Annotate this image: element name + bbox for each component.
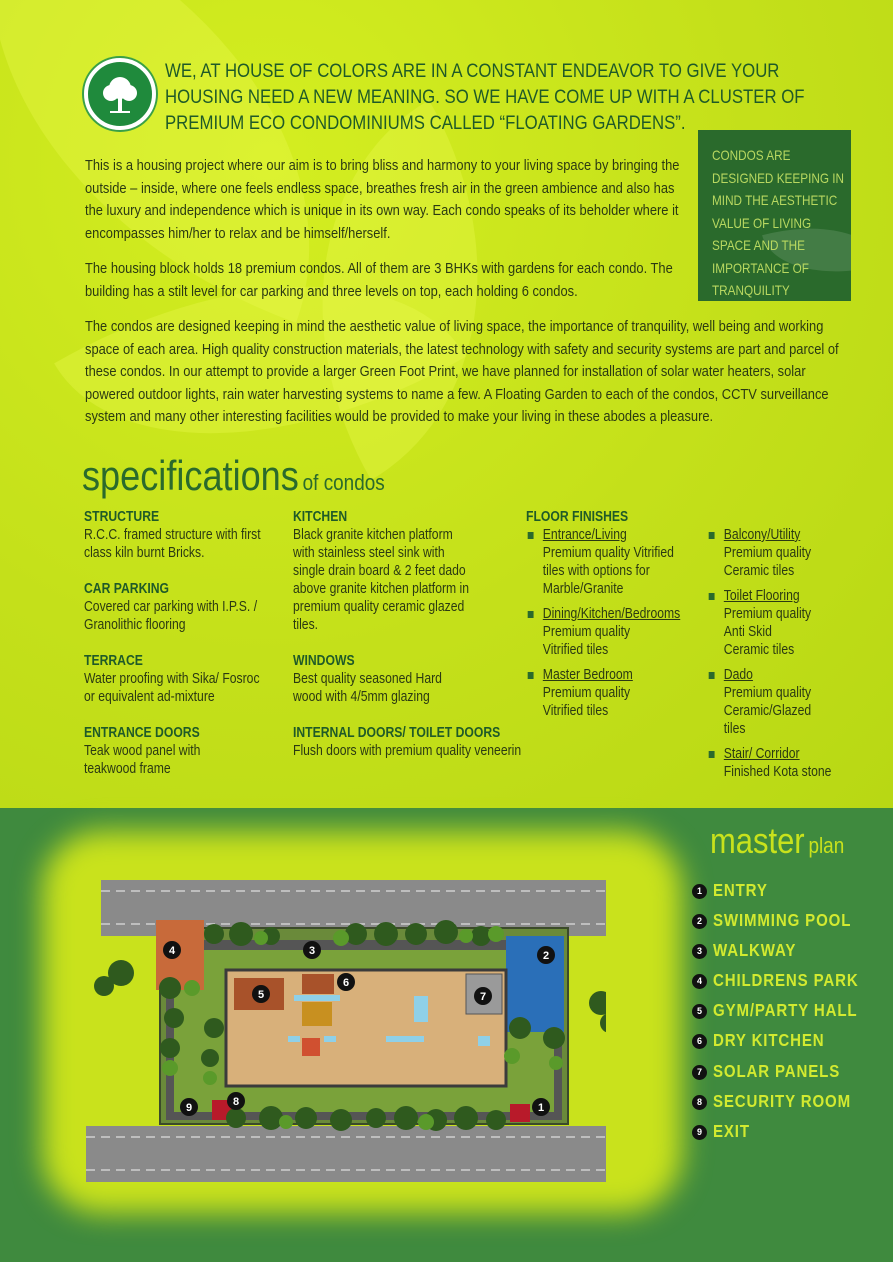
bullet-square-icon [709,593,715,600]
bullet-square-icon [709,532,715,539]
spec-car-parking [84,580,273,634]
legend-number: 2 [692,914,707,929]
spec-text: Best quality seasoned Hard wood with 4/5mm glazing [293,671,442,705]
spec-text: Teak wood panel with teakwood frame [84,743,201,777]
spec-floor-finishes-col-2 [707,526,871,788]
intro-paragraph-3: The condos are designed keeping in mind the aesthetic value of living space, the importance of tranquility, well being and working space of each area. High quality construction materials, the latest technology with safety and security systems are part and parcel of these condos. In our attempt to provide a larger Green Foot Print, we have planned for installation of solar water heaters, solar powered outdoor lights, rain water harvesting systems to name a few. A Floating Garden to each of the condos, CCTV surveillance system and many other interesting facilities would be provided to make your living in these abodes a pleasure. [85,318,839,425]
legend-label: WALKWAY [713,940,797,961]
svg-text:8: 8 [232,1096,240,1108]
legend-label: ENTRY [713,880,768,900]
floor-finish-title: Balcony/Utility [723,527,801,543]
callout-box [698,130,851,301]
legend-number: 1 [692,884,707,899]
spec-kitchen [293,508,474,634]
headline: WE, AT HOUSE OF COLORS ARE IN A CONSTANT ENDEAVOR TO GIVE YOUR HOUSING NEED A NEW MEANING. SO WE HAVE COME UP WITH A CLUSTER OF PREMIUM ECO CONDOMINIUMS CALLED “FLOATING GARDENS”. [165,60,805,134]
spec-heading: INTERNAL DOORS/ TOILET DOORS [293,725,501,741]
legend-number: 5 [692,1004,707,1019]
spec-terrace [84,652,273,706]
legend-label: GYM/PARTY HALL [713,1000,858,1021]
spec-heading: FLOOR FINISHES [526,509,629,525]
floor-finish-text: Finished Kota stone [723,764,832,780]
floor-finish-text: Premium quality Ceramic tiles [723,545,812,579]
floor-finish-item [707,666,871,738]
floor-finish-title: Toilet Flooring [723,588,800,604]
floor-finish-title: Master Bedroom [542,667,633,683]
floor-finish-title: Dining/Kitchen/Bedrooms [542,606,681,622]
spec-text: Flush doors with premium quality veneerin [293,743,522,759]
callout-text: CONDOS ARE DESIGNED KEEPING IN MIND THE AESTHETIC VALUE OF LIVING SPACE AND THE IMPORTANCE OF TRANQUILITY [712,147,845,298]
master-plan-title [710,820,844,862]
swimming-pool [506,936,564,1032]
svg-text:5: 5 [257,989,265,1001]
floor-finish-item [526,526,698,598]
floor-finish-item [526,605,698,659]
floor-finish-text: Premium quality Ceramic/Glazed tiles [723,685,812,737]
floor-finish-text: Premium quality Vitrified tiles [542,685,631,719]
bullet-square-icon [709,672,715,679]
legend-label: EXIT [713,1120,750,1141]
dry-kitchen [302,974,334,994]
legend-label: SWIMMING POOL [713,910,852,931]
floor-finish-text: Premium quality Anti Skid Ceramic tiles [723,606,812,658]
floor-finish-item [707,526,871,580]
floor-finish-item [526,666,698,720]
specifications-title [82,452,385,500]
bullet-square-icon [528,532,534,539]
master-plan-title-big: master [710,820,805,861]
legend-label: SOLAR PANELS [713,1060,841,1081]
spec-heading: TERRACE [84,653,143,669]
spec-heading: ENTRANCE DOORS [84,725,200,741]
spec-text: R.C.C. framed structure with first class kiln burnt Bricks. [84,527,261,561]
floor-finish-item [707,587,871,659]
master-plan-title-small: plan [808,833,845,858]
svg-text:7: 7 [479,991,487,1003]
floor-finish-title: Entrance/Living [542,527,627,543]
spec-internal-doors [293,724,562,760]
svg-text:6: 6 [342,977,350,989]
legend-label: DRY KITCHEN [713,1030,825,1051]
svg-text:9: 9 [185,1102,193,1114]
legend-label: SECURITY ROOM [713,1090,852,1111]
floor-finish-text: Premium quality Vitrified tiles [542,624,631,658]
spec-text: Black granite kitchen platform with stainless steel sink with single drain board & 2 feet dado above granite kitchen platform in premium quality ceramic glazed tiles. [293,527,470,633]
spec-text: Water proofing with Sika/ Fosroc or equivalent ad-mixture [84,671,260,705]
bullet-square-icon [709,751,715,758]
spec-heading: WINDOWS [293,653,355,669]
svg-text:2: 2 [542,950,550,962]
master-plan-map [86,878,606,1184]
legend-number: 3 [692,944,707,959]
spec-heading: KITCHEN [293,509,348,525]
floor-finish-title: Dado [723,667,753,683]
spec-text: Covered car parking with I.P.S. / Granolithic flooring [84,599,258,633]
legend-number: 4 [692,974,707,989]
svg-text:4: 4 [168,945,176,957]
spec-column-1 [84,508,273,796]
spec-windows [293,652,474,706]
specifications-title-small: of condos [302,470,385,495]
spec-column-2 [293,508,522,778]
floor-finish-text: Premium quality Vitrified tiles with options for Marble/Granite [542,545,674,597]
intro-paragraph-1: This is a housing project where our aim is to bring bliss and harmony to your living space by bringing the outside – inside, where one feels endless space, breathes fresh air in the green ambience and also has the luxury and independence which is unique in its own way. Each condo speaks of its beholder where it encompasses him/her to relax and be himself/herself. [85,157,680,242]
intro-paragraph-2: The housing block holds 18 premium condos. All of them are 3 BHKs with gardens for each condo. The building has a stilt level for car parking and three levels on top, each holding 6 condos. [85,260,673,300]
legend-number: 7 [692,1065,707,1080]
legend-number: 9 [692,1125,707,1140]
logo [84,58,156,130]
road-bottom [86,1126,606,1182]
floor-finish-item [707,745,871,781]
legend-number: 8 [692,1095,707,1110]
legend-label: CHILDRENS PARK [713,970,859,991]
tree-icon [98,72,142,116]
bullet-square-icon [528,611,534,618]
svg-text:1: 1 [537,1102,545,1114]
spec-entrance-doors [84,724,273,778]
spec-structure [84,508,273,562]
svg-text:3: 3 [308,945,316,957]
entry-gate [510,1104,530,1122]
spec-heading: STRUCTURE [84,509,160,525]
bullet-square-icon [528,672,534,679]
specifications-title-big: specifications [82,452,299,499]
legend-number: 6 [692,1034,707,1049]
spec-floor-finishes-col-1 [526,508,698,727]
spec-heading: CAR PARKING [84,581,170,597]
floor-finish-title: Stair/ Corridor [723,746,800,762]
